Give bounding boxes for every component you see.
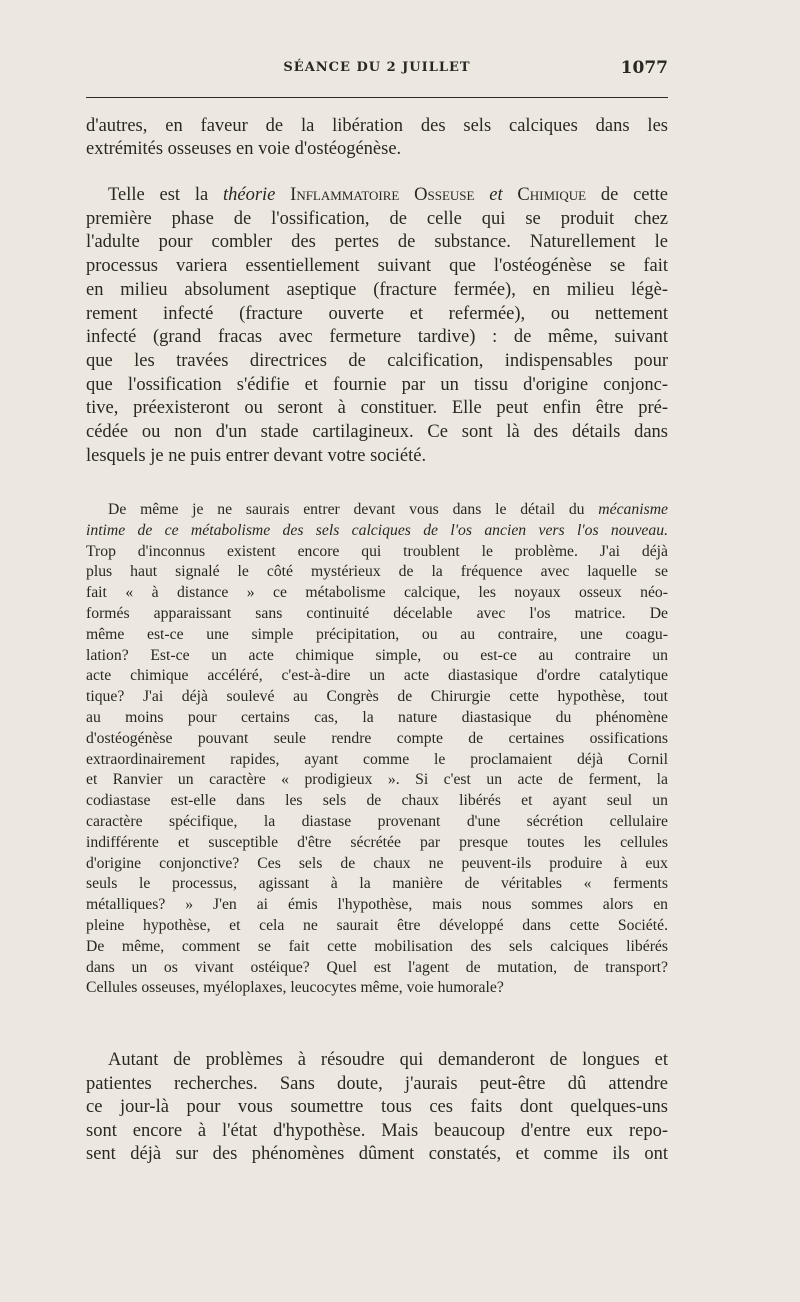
text-line: ce jour-là pour vous soumettre tous ces faits dont quelques-uns xyxy=(86,1097,668,1117)
text-line: formés apparaissant sans continuité décelable avec l'os matrice. De xyxy=(86,604,668,622)
text-line: fait « à distance » ce métabolisme calcique, les noyaux osseux néo- xyxy=(86,584,668,602)
et-italic: et xyxy=(489,185,503,205)
page-number: 1077 xyxy=(620,58,668,78)
theorie-italic: théorie xyxy=(222,185,276,205)
text-italic: intime de ce métabolisme des sels calciques de l'os ancien vers l'os nouveau. xyxy=(86,521,668,539)
text-line: que les travées directrices de calcification, indispensables pour xyxy=(86,350,668,371)
text-line: caractère spécifique, la diastase provenant d'une sécrétion cellulaire xyxy=(86,812,668,830)
text-run: Telle est la xyxy=(108,185,223,205)
text-run: de cette xyxy=(586,185,668,205)
header-rule xyxy=(86,97,668,98)
text-line: indifférente et susceptible d'être sécrétée par presque toutes les cellules xyxy=(86,833,668,851)
text-line: et Ranvier un caractère « prodigieux ». Si c'est un acte de ferment, la xyxy=(86,771,668,789)
text-line: extrémités osseuses en voie d'ostéogénèse. xyxy=(86,139,402,159)
running-head: SÉANCE DU 2 JUILLET xyxy=(283,60,471,75)
text-line xyxy=(86,184,668,208)
text-line: Cellules osseuses, myéloplaxes, leucocytes même, voie humorale? xyxy=(86,979,504,997)
text-line: d'ostéogénèse pouvant seule rendre compte de certaines ossifications xyxy=(86,729,668,747)
text-line xyxy=(86,521,668,542)
text-line xyxy=(86,500,668,521)
text-line: même est-ce une simple précipitation, ou au contraire, une coagu- xyxy=(86,625,668,643)
text-line: rement infecté (fracture ouverte et refermée), ou nettement xyxy=(86,303,668,324)
text-line: d'origine conjonctive? Ces sels de chaux ne peuvent-ils produire à eux xyxy=(86,854,668,872)
text-line: lation? Est-ce un acte chimique simple, ou est-ce au contraire un xyxy=(86,646,668,664)
page-header xyxy=(86,58,668,84)
paragraph-4 xyxy=(86,1049,668,1167)
text-italic: mécanisme xyxy=(598,501,668,518)
text-run: De même je ne saurais entrer devant vous dans le détail du xyxy=(108,501,599,518)
text-line: première phase de l'ossification, de celle qui se produit chez xyxy=(86,208,668,229)
paragraph-3 xyxy=(86,500,668,999)
text-line: cédée ou non d'un stade cartilagineux. Ce sont là des détails dans xyxy=(86,422,668,443)
text-line: d'autres, en faveur de la libération des sels calciques dans les xyxy=(86,116,668,136)
paragraph-1 xyxy=(86,115,668,161)
text-line: sent déjà sur des phénomènes dûment constatés, et comme ils ont xyxy=(86,1144,668,1164)
paragraph-2 xyxy=(86,184,668,468)
text-line: dans un os vivant ostéique? Quel est l'agent de mutation, de transport? xyxy=(86,958,668,976)
text-line: tique? J'ai déjà soulevé au Congrès de Chirurgie cette hypothèse, tout xyxy=(86,688,668,706)
chimique-smallcaps: Chimique xyxy=(517,185,587,205)
text-line: plus haut signalé le côté mystérieux de la fréquence avec laquelle se xyxy=(86,563,668,581)
inflammatoire-smallcaps: Inflammatoire Osseuse xyxy=(290,185,475,205)
text-line: tive, préexisteront ou seront à constituer. Elle peut enfin être pré- xyxy=(86,398,668,419)
text-line: l'adulte pour combler des pertes de substance. Naturellement le xyxy=(86,232,668,253)
text-line: Trop d'inconnus existent encore qui troublent le problème. J'ai déjà xyxy=(86,542,668,560)
text-line: pleine hypothèse, et cela ne saurait être développé dans cette Société. xyxy=(86,916,668,934)
text-line: Autant de problèmes à résoudre qui demanderont de longues et xyxy=(108,1050,668,1070)
text-line: seuls le processus, agissant à la manière de véritables « ferments xyxy=(86,875,668,893)
text-line: que l'ossification s'édifie et fournie par un tissu d'origine conjonc- xyxy=(86,374,668,395)
text-line: sont encore à l'état d'hypothèse. Mais beaucoup d'entre eux repo- xyxy=(86,1120,668,1141)
text-line: lesquels je ne puis entrer devant votre société. xyxy=(86,445,427,466)
text-line: infecté (grand fracas avec fermeture tardive) : de même, suivant xyxy=(86,327,668,348)
text-line: patientes recherches. Sans doute, j'aurais peut-être dû attendre xyxy=(86,1073,668,1094)
text-line: De même, comment se fait cette mobilisation des sels calciques libérés xyxy=(86,937,668,955)
text-line: codiastase est-elle dans les sels de chaux libérés et ayant seul un xyxy=(86,792,668,810)
text-line: processus variera essentiellement suivant que l'ostéogénèse se fait xyxy=(86,256,668,277)
text-line: au moins pour certains cas, la nature diastasique du phénomène xyxy=(86,708,668,726)
text-line: acte chimique accéléré, c'est-à-dire un acte diastasique d'ordre catalytique xyxy=(86,667,668,685)
text-line: en milieu absolument aseptique (fracture fermée), en milieu légè- xyxy=(86,279,668,300)
text-line: métalliques? » J'en ai émis l'hypothèse, mais nous sommes alors en xyxy=(86,896,668,914)
text-line: extraordinairement rapides, ayant comme le proclamaient déjà Cornil xyxy=(86,750,668,768)
